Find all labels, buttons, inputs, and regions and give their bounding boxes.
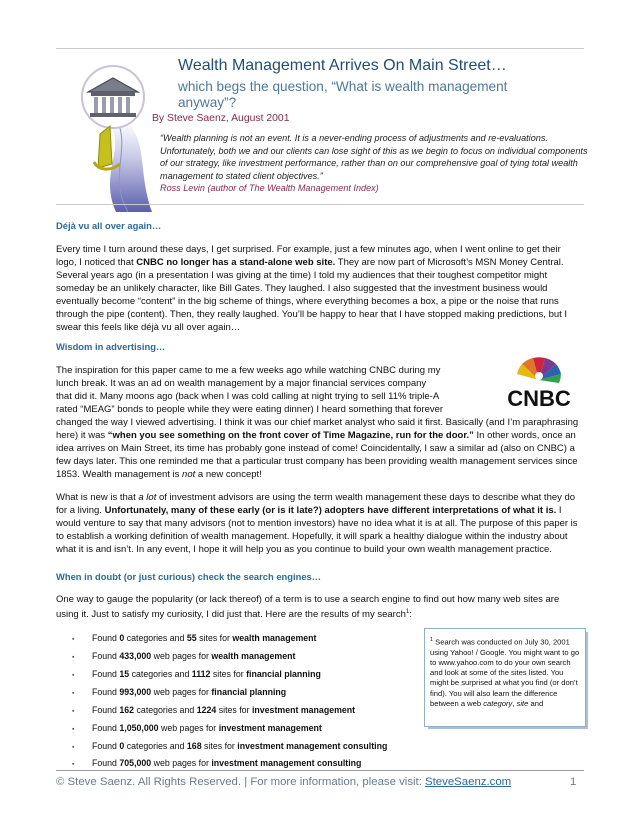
quote-author: Ross Levin (author of The Wealth Management Index) <box>160 183 379 193</box>
paragraph-what-is-new: What is new is that a lot of investment advisors are using the term wealth management these days to describe what they do for a living. Unfortunately, many of these early (or is it late?) adopters have different interpretations of what it is. I would venture to say that many advisors (not to mention investors) have no idea what it is at all. The purpose of this paper is to establish a working definition of wealth management. Hopefully, it will spark a healthy dialogue within the industry about what it is and isn’t. In any event, I hope it will help you as you continue to build your own wealth management practice. <box>56 492 578 555</box>
paragraph-advertising-lines: The inspiration for this paper came to me a few weeks ago while watching CNBC during my lunch break. It was an ad on wealth management by a major financial services company that did it. Many moons ago (back when I was cold calling at night trying to sell 11% triple-A rated “MEAG” bonds to people while they were eating dinner) I heard something that forever <box>56 365 444 415</box>
section-heading-search: When in doubt (or just curious) check the search engines… <box>56 571 322 582</box>
page-subtitle: which begs the question, “What is wealth management anyway”? <box>178 79 508 110</box>
header-rule <box>56 204 584 205</box>
cnbc-logo-text: CNBC <box>507 386 571 411</box>
byline: By Steve Saenz, August 2001 <box>152 113 290 124</box>
top-rule <box>56 48 584 49</box>
footer-copyright: © Steve Saenz. All Rights Reserved. | For more information, please visit: SteveSaenz.com <box>56 776 512 788</box>
cnbc-logo <box>494 350 584 412</box>
section-heading-deja-vu: Déjà vu all over again… <box>56 220 162 231</box>
paragraph-search: One way to gauge the popularity (or lack thereof) of a term is to use a search engine to find out how many web sites are using it. Just to satisfy my curiosity, I did just that. Here are the results of my search$^1$: <box>56 594 560 621</box>
footer-link[interactable]: SteveSaenz.com <box>425 776 512 788</box>
list-item: ▪ Found 162 categories and 1224 sites for investment management <box>72 705 356 715</box>
footer-rule <box>56 770 584 771</box>
list-item: ▪ Found 1,050,000 web pages for investment management <box>72 723 322 733</box>
epigraph-quote: “Wealth planning is not an event. It is a never-ending process of adjustments and re-evaluations. Unfortunately, both we and our clients can lose sight of this as we begin to focus on individual components of our strategy, like investment performance, rather than on our comprehensive goal of tying total wealth management to stated client objectives.” <box>160 133 588 181</box>
list-item: ▪ Found 0 categories and 55 sites for wealth management <box>72 633 317 643</box>
bank-building-icon <box>68 52 152 212</box>
list-item: ▪ Found 433,000 web pages for wealth management <box>72 651 296 661</box>
list-item: ▪ Found 993,000 web pages for financial planning <box>72 687 287 697</box>
paragraph-deja-vu: Every time I turn around these days, I get surprised. For example, just a few minutes ago, when I went online to get their logo, I noticed that CNBC no longer has a stand-alone web site. They are now part of Microsoft’s MSN Money Central. Several years ago (in a presentation I was giving at the time) I told my audiences that their toughest competitor might someday be an unlikely character, like Bill Gates. They laughed. I also suggested that the investment business would eventually become “content” in the big scheme of things, where everything becomes a box, a pipe or the noise that runs through the pipe (content). Then, they really laughed. You’ll be happy to hear that I have stopped making predictions, but I swear this feels like déjà vu all over again… <box>56 244 568 333</box>
list-item: ▪ Found 705,000 web pages for investment management consulting <box>72 758 362 768</box>
list-item: ▪ Found 15 categories and 1112 sites for financial planning <box>72 669 321 679</box>
section-heading-advertising: Wisdom in advertising… <box>56 341 166 352</box>
page-number: 1 <box>570 776 577 788</box>
paragraph-advertising: changed the way I viewed advertising. I think it was our chief market analyst who said it first. Basically (and I’m paraphrasing here) it was “when you see something on the front cover of Time Magazine, run for the door.” In other words, once an idea arrives on Main Street, its time has probably gone instead of come! Coincidentally, I saw a similar ad (also on CNBC) a few days later. This one reminded me that a particular trust company has been providing wealth management services since 1853. Wealth management is not a new concept! <box>56 417 579 480</box>
list-item: ▪ Found 0 categories and 168 sites for investment management consulting <box>72 741 388 751</box>
page-title: Wealth Management Arrives On Main Street… <box>178 57 507 74</box>
footnote-text: $^1$ Search was conducted on July 30, 2001 using Yahoo! / Google. You might want to go to www.yahoo.com to do your own search and look at some of the sites listed. You might be surprised at what you find (or don’t find). You will also learn the difference between a web category, site and <box>430 637 580 708</box>
